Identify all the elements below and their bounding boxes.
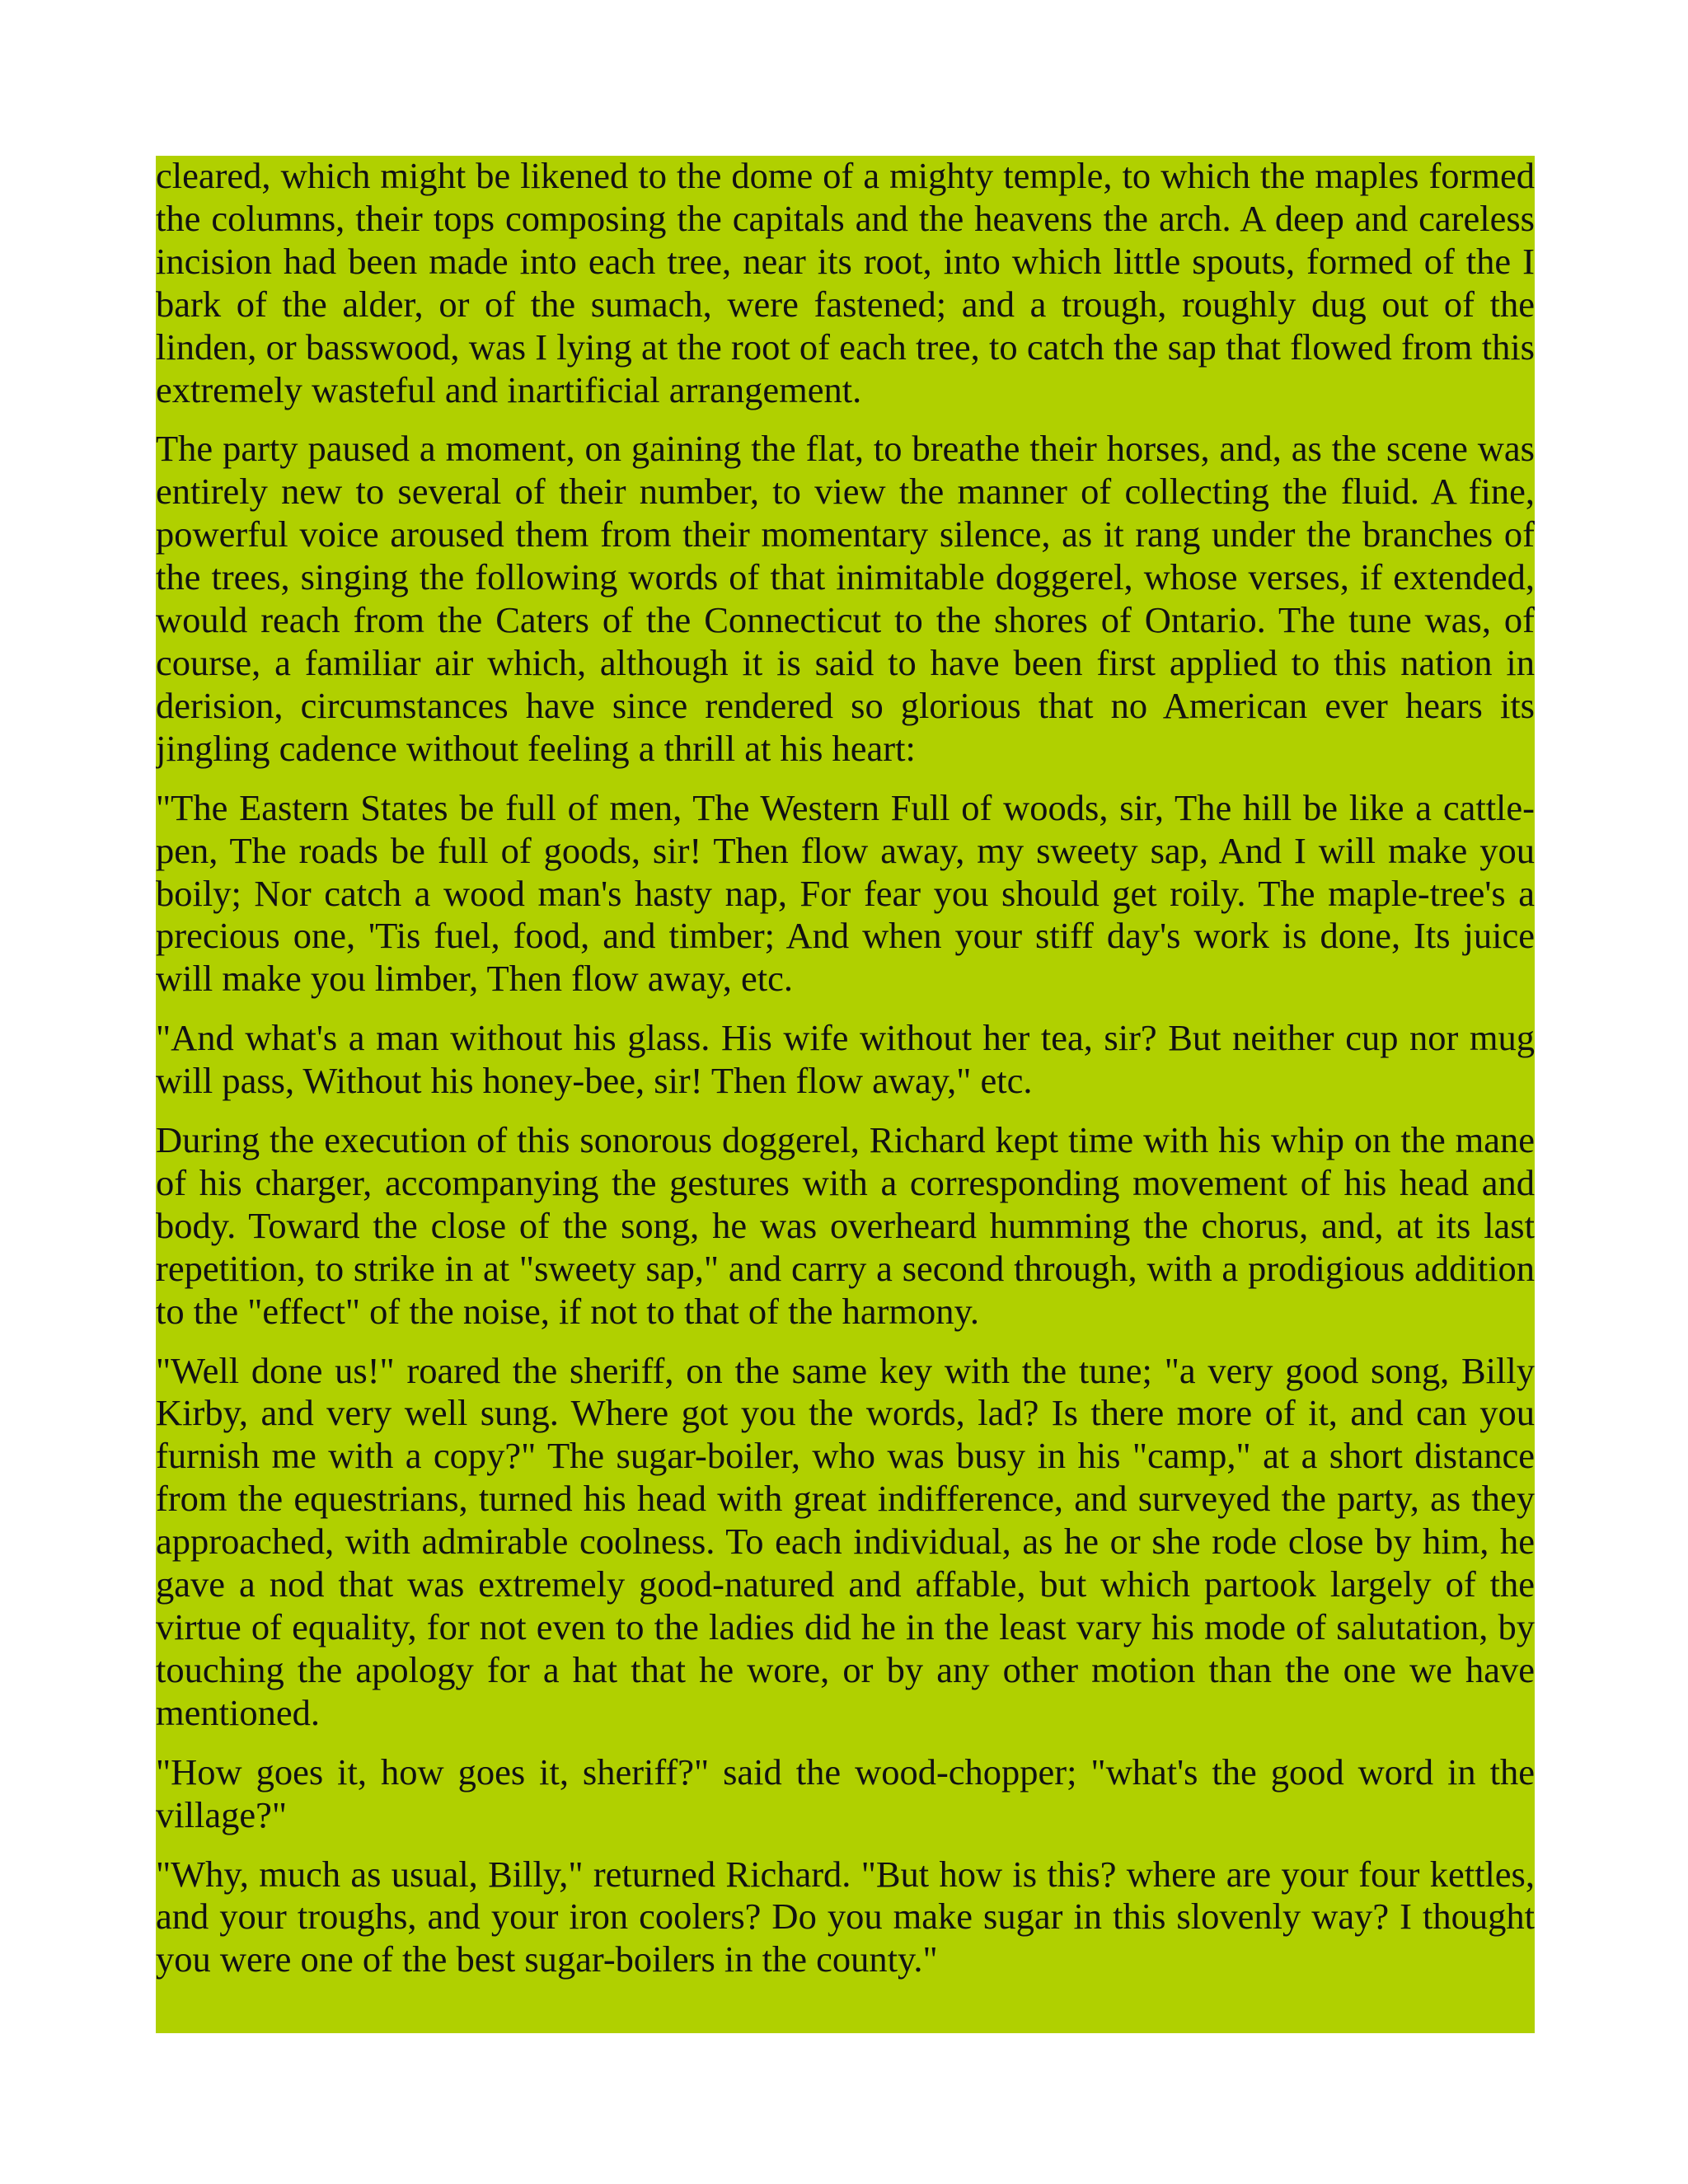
- paragraph: During the execution of this sonorous doggerel, Richard kept time with his whip on the mane of his charger, accompanying the gestures with a corresponding movement of his head and body. Toward the close of the song, he was overheard humming the chorus, and, at its last repetition, to strike in at "sweety sap," and carry a second through, with a prodigious addition to the "effect" of the noise, if not to that of the harmony.: [156, 1119, 1535, 1332]
- paragraph: "And what's a man without his glass. His wife without her tea, sir? But neither cup nor mug will pass, Without his honey-bee, sir! Then flow away," etc.: [156, 1017, 1535, 1102]
- paragraph: "How goes it, how goes it, sheriff?" said the wood-chopper; "what's the good word in the village?": [156, 1750, 1535, 1835]
- paragraph: "The Eastern States be full of men, The Western Full of woods, sir, The hill be like a cattle-pen, The roads be full of goods, sir! Then flow away, my sweety sap, And I will make you boily; Nor catch a wood man's hasty nap, For fear you should get roily. The maple-tree's a precious one, 'Tis fuel, food, and timber; And when your stiff day's work is done, Its juice will make you limber, Then flow away, etc.: [156, 786, 1535, 1000]
- text-block: [156, 156, 1535, 2033]
- paragraph: cleared, which might be likened to the dome of a mighty temple, to which the maples formed the columns, their tops composing the capitals and the heavens the arch. A deep and careless incision had been made into each tree, near its root, into which little spouts, formed of the I bark of the alder, or of the sumach, were fastened; and a trough, roughly dug out of the linden, or basswood, was I lying at the root of each tree, to catch the sap that flowed from this extremely wasteful and inartificial arrangement.: [156, 156, 1535, 410]
- paragraph: "Well done us!" roared the sheriff, on the same key with the tune; "a very good song, Billy Kirby, and very well sung. Where got you the words, lad? Is there more of it, and can you furnish me with a copy?" The sugar-boiler, who was busy in his "camp," at a short distance from the equestrians, turned his head with great indifference, and surveyed the party, as they approached, with admirable coolness. To each individual, as he or she rode close by him, he gave a nod that was extremely good-natured and affable, but which partook largely of the virtue of equality, for not even to the ladies did he in the least vary his mode of salutation, by touching the apology for a hat that he wore, or by any other motion than the one we have mentioned.: [156, 1349, 1535, 1733]
- paragraph: The party paused a moment, on gaining the flat, to breathe their horses, and, as the scene was entirely new to several of their number, to view the manner of collecting the fluid. A fine, powerful voice aroused them from their momentary silence, as it rang under the branches of the trees, singing the following words of that inimitable doggerel, whose verses, if extended, would reach from the Caters of the Connecticut to the shores of Ontario. The tune was, of course, a familiar air which, although it is said to have been first applied to this nation in derision, circumstances have since rendered so glorious that no American ever hears its jingling cadence without feeling a thrill at his heart:: [156, 428, 1535, 769]
- paragraph: "Why, much as usual, Billy," returned Richard. "But how is this? where are your four kettles, and your troughs, and your iron coolers? Do you make sugar in this slovenly way? I thought you were one of the best sugar-boilers in the county.": [156, 1853, 1535, 1980]
